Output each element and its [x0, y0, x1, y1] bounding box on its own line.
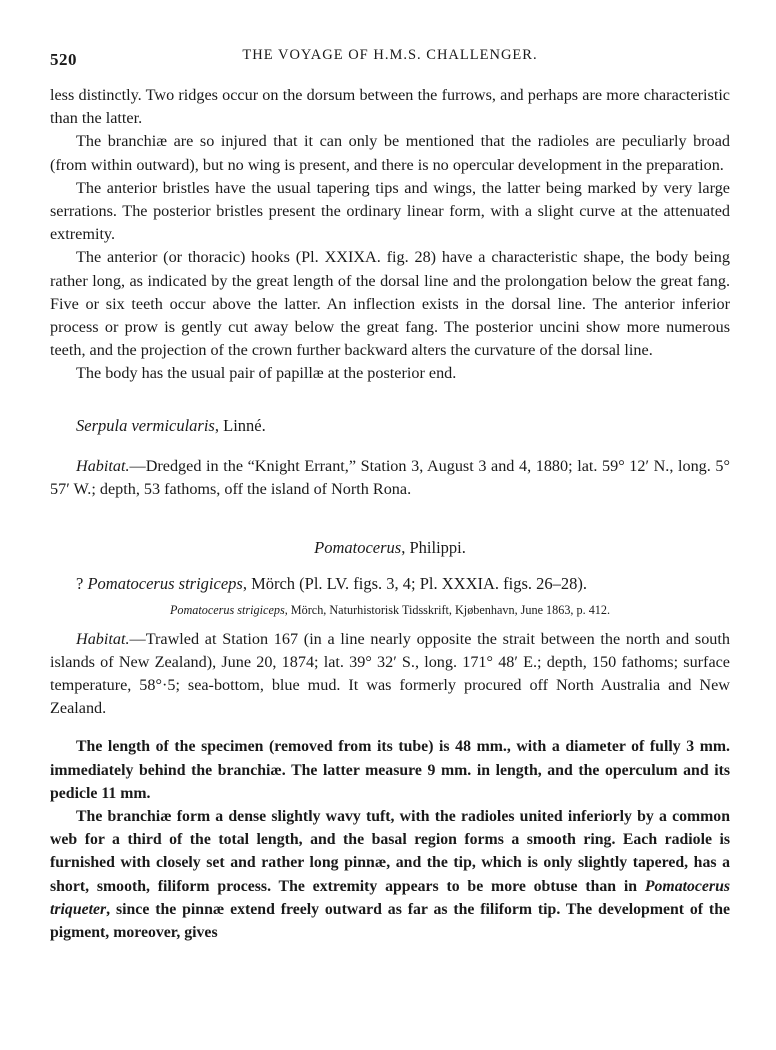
citation-text: , Mörch, Naturhistorisk Tidsskrift, Kjøbenhavn, June 1863, p. 412. — [284, 602, 611, 617]
genus-heading — [50, 536, 730, 559]
species-heading-serpula — [76, 414, 730, 437]
species-name: Serpula vermicularis — [76, 415, 215, 435]
running-head — [50, 40, 730, 70]
habitat-label: Habitat. — [76, 456, 130, 475]
species-author: , Mörch (Pl. LV. figs. 3, 4; Pl. XXXIA. figs. 26–28). — [242, 574, 588, 594]
habitat-text: —Trawled at Station 167 (in a line nearly opposite the strait between the north and south islands of New Zealand), June 20, 1874; lat. 39° 32′ S., long. 171° 48′ E.; depth, 150 fathoms; surface temperature, 58°·5; sea-bottom, blue mud. It was formerly procured off North Australia and New Zealand. — [50, 629, 730, 718]
habitat-serpula — [50, 455, 730, 501]
continuation-section — [50, 84, 730, 386]
text-run: , since the pinnæ extend freely outward as far as the filiform tip. The development of the pigment, moreover, gives — [50, 900, 730, 942]
paragraph: The anterior bristles have the usual tapering tips and wings, the latter being marked by very large serrations. The posterior bristles present the ordinary linear form, with a slight curve at the attenuated extremity. — [50, 178, 730, 244]
genus-name: Pomatocerus — [314, 538, 402, 558]
text-run: The branchiæ form a dense slightly wavy tuft, with the radioles united inferiorly by a common web for a third of the total length, and the basal region forms a smooth ring. Each radiole is furnished with closely set and rather long pinnæ, and the tip, which is only slightly tapered, has a short, smooth, filiform process. The extremity appears to be more obtuse than in — [50, 808, 730, 895]
genus-author: , Philippi. — [401, 538, 466, 558]
paragraph: The branchiæ are so injured that it can only be mentioned that the radioles are peculiarly broad (from within outward), but no wing is present, and there is no opercular development in the preparation. — [50, 132, 730, 174]
habitat-text: —Dredged in the “Knight Errant,” Station 3, August 3 and 4, 1880; lat. 59° 12′ N., long. 5° 57′ W.; depth, 53 fathoms, off the island of North Rona. — [50, 456, 730, 499]
description-section — [50, 735, 730, 944]
habitat-pomatocerus — [50, 628, 730, 721]
page-number: 520 — [50, 50, 77, 69]
italic-name: Pomatocerus triqueter — [50, 877, 730, 918]
species-heading-pomatocerus — [76, 572, 730, 595]
query-mark: ? — [76, 574, 88, 594]
paragraph: The length of the specimen (removed from its tube) is 48 mm., with a diameter of fully 3 mm. immediately behind the branchiæ. The latter measure 9 mm. in length, and the operculum and its pedicle 11 mm. — [50, 738, 730, 802]
paragraph: less distinctly. Two ridges occur on the dorsum between the furrows, and perhaps are more characteristic than the latter. — [50, 86, 730, 128]
paragraph: The body has the usual pair of papillæ at the posterior end. — [76, 364, 457, 383]
paragraph — [50, 805, 730, 944]
page — [50, 40, 730, 944]
paragraph: The anterior (or thoracic) hooks (Pl. XXIXA. fig. 28) have a characteristic shape, the body being rather long, as indicated by the great length of the dorsal line and the prolongation below the great fang. Five or six teeth occur above the latter. An inflection exists in the dorsal line. The anterior inferior process or prow is gently cut away below the great fang. The posterior uncini show more numerous teeth, and the projection of the crown further backward alters the curvature of the dorsal line. — [50, 248, 730, 360]
species-author: , Linné. — [214, 415, 266, 435]
habitat-label: Habitat. — [76, 629, 130, 648]
species-name: Pomatocerus strigiceps — [87, 574, 243, 594]
citation-name: Pomatocerus strigiceps — [169, 602, 285, 617]
running-title: THE VOYAGE OF H.M.S. CHALLENGER. — [242, 47, 538, 63]
citation — [50, 602, 730, 619]
